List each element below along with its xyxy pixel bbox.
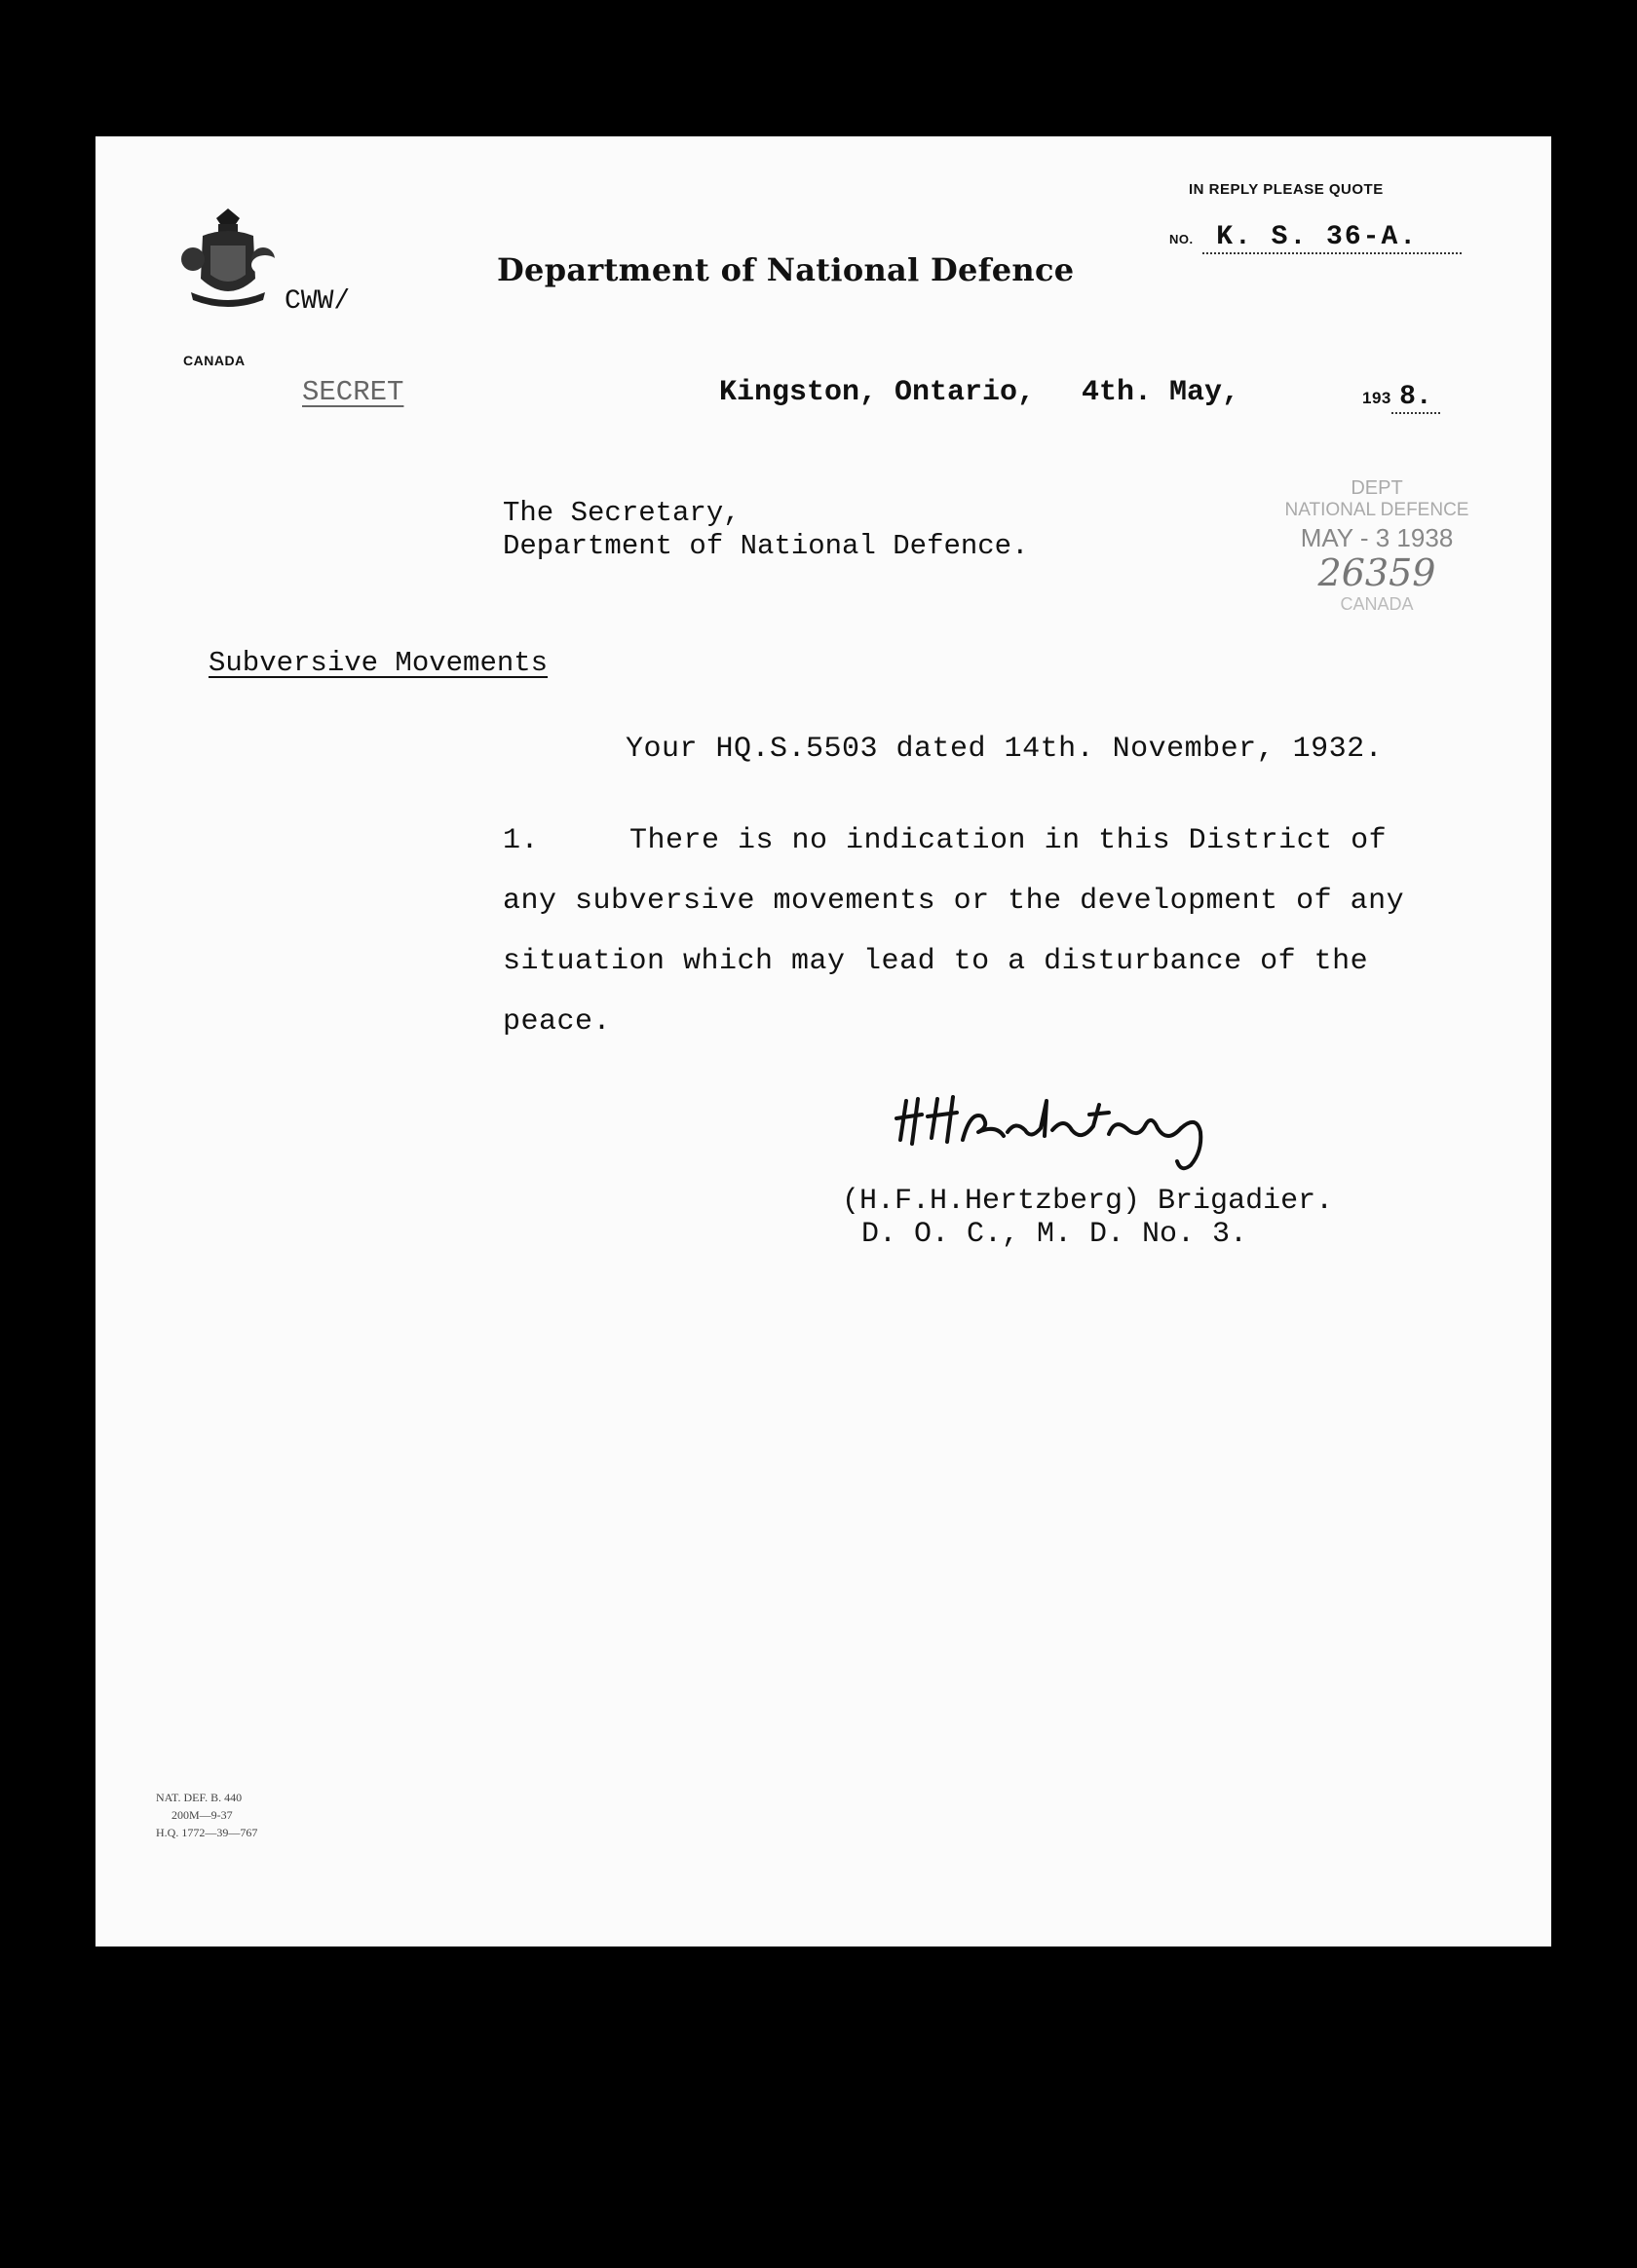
reference-line: Your HQ.S.5503 dated 14th. November, 1932.	[626, 733, 1384, 766]
signatory-appointment: D. O. C., M. D. No. 3.	[861, 1218, 1248, 1251]
paragraph-line-4: peace.	[503, 1005, 612, 1039]
subject-heading: Subversive Movements	[209, 647, 549, 679]
addressee-line-1: The Secretary,	[503, 497, 741, 529]
stamp-line-1: DEPT	[1351, 477, 1403, 499]
reply-label: IN REPLY PLEASE QUOTE	[1189, 181, 1384, 198]
department-title: Department of National Defence	[497, 251, 1075, 288]
typist-initials: CWW/	[285, 286, 351, 317]
stamp-number: 26359	[1317, 551, 1436, 594]
form-code-line-2: 200M—9-37	[171, 1808, 233, 1822]
year	[1362, 382, 1440, 414]
handwritten-signature	[889, 1072, 1278, 1184]
secret-classification: SECRET	[302, 376, 404, 408]
form-code-line-3: H.Q. 1772—39—767	[156, 1826, 258, 1839]
crest-caption: CANADA	[183, 353, 246, 368]
paragraph-line-3: situation which may lead to a disturbance of the	[503, 945, 1369, 978]
letter-page	[95, 136, 1551, 1947]
stamp-line-4: CANADA	[1340, 594, 1414, 614]
canada-crest-icon	[177, 207, 279, 321]
no-label: NO.	[1169, 232, 1194, 246]
signatory-name: (H.F.H.Hertzberg) Brigadier.	[842, 1185, 1334, 1218]
paragraph-line-1: There is no indication in this District of	[629, 824, 1388, 857]
stamp-date: MAY - 3 1938	[1300, 523, 1454, 552]
form-code-line-1: NAT. DEF. B. 440	[156, 1791, 243, 1804]
received-stamp	[1255, 477, 1499, 615]
paragraph-number: 1.	[503, 824, 540, 857]
paragraph-line-2: any subversive movements or the development of any	[503, 885, 1405, 918]
addressee-line-2: Department of National Defence.	[503, 530, 1029, 562]
year-suffix: 8.	[1391, 382, 1440, 414]
reference-number: K. S. 36-A.	[1202, 222, 1462, 254]
date: 4th. May,	[1082, 376, 1240, 409]
reference-number-line	[1169, 222, 1462, 254]
place: Kingston, Ontario,	[719, 376, 1036, 409]
year-prefix: 193	[1362, 389, 1391, 407]
stamp-line-2: NATIONAL DEFENCE	[1284, 500, 1469, 520]
form-code	[156, 1789, 257, 1841]
